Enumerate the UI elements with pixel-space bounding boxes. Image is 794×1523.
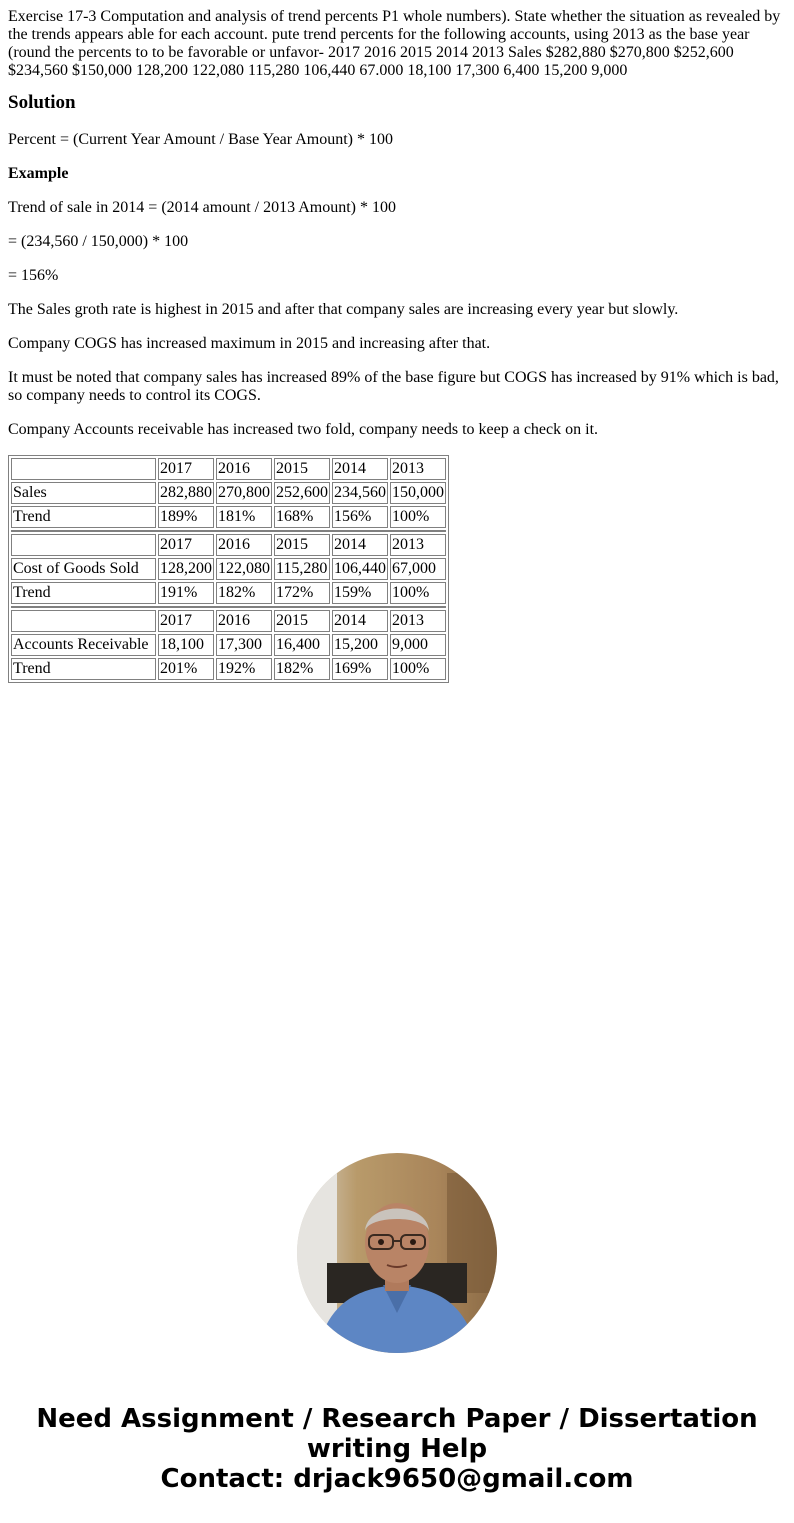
table-cell: 106,440 bbox=[332, 558, 388, 580]
table-cell: 181% bbox=[216, 506, 272, 528]
promo-line: Need Assignment / Research Paper / Dissertation bbox=[36, 1404, 758, 1434]
table-separator bbox=[11, 530, 446, 532]
table-header-row bbox=[11, 534, 446, 556]
table-cell: 17,300 bbox=[216, 634, 272, 656]
trend-table bbox=[8, 455, 449, 683]
table-cell: 122,080 bbox=[216, 558, 272, 580]
analysis-paragraph: Company Accounts receivable has increased two fold, company needs to keep a check on it. bbox=[8, 421, 599, 438]
analysis-paragraph: It must be noted that company sales has increased 89% of the base figure but COGS has increased by 91% which is bad, so company needs to control its COGS. bbox=[8, 369, 779, 404]
table-cell: 100% bbox=[390, 658, 446, 680]
table-cell-empty bbox=[11, 458, 156, 480]
table-cell: 270,800 bbox=[216, 482, 272, 504]
table-header-year: 2015 bbox=[274, 534, 330, 556]
table-header-year: 2017 bbox=[158, 534, 214, 556]
table-cell: 172% bbox=[274, 582, 330, 604]
table-cell: 156% bbox=[332, 506, 388, 528]
content bbox=[8, 8, 786, 683]
table-row bbox=[11, 582, 446, 604]
table-row bbox=[11, 558, 446, 580]
table-separator bbox=[11, 606, 446, 608]
table-cell: 16,400 bbox=[274, 634, 330, 656]
table-header-year: 2014 bbox=[332, 610, 388, 632]
table-header-year: 2013 bbox=[390, 610, 446, 632]
table-header-year: 2013 bbox=[390, 458, 446, 480]
table-header-year: 2016 bbox=[216, 458, 272, 480]
table-header-year: 2016 bbox=[216, 534, 272, 556]
account-label: Sales bbox=[11, 482, 156, 504]
table-cell-empty bbox=[11, 534, 156, 556]
table-cell: 168% bbox=[274, 506, 330, 528]
table-cell: 282,880 bbox=[158, 482, 214, 504]
table-cell: 9,000 bbox=[390, 634, 446, 656]
table-cell: 182% bbox=[216, 582, 272, 604]
analysis-paragraph: The Sales groth rate is highest in 2015 and after that company sales are increasing every year but slowly. bbox=[8, 301, 679, 318]
table-header-year: 2016 bbox=[216, 610, 272, 632]
table-header-year: 2013 bbox=[390, 534, 446, 556]
table-row bbox=[11, 658, 446, 680]
trend-label: Trend bbox=[11, 506, 156, 528]
table-cell: 192% bbox=[216, 658, 272, 680]
table-row bbox=[11, 482, 446, 504]
table-row bbox=[11, 634, 446, 656]
formula-text: Percent = (Current Year Amount / Base Year Amount) * 100 bbox=[8, 131, 393, 148]
solution-heading: Solution bbox=[8, 92, 76, 113]
table-row bbox=[11, 506, 446, 528]
table-header-row bbox=[11, 458, 446, 480]
separator-cell bbox=[11, 530, 446, 532]
table-cell: 169% bbox=[332, 658, 388, 680]
table-cell: 18,100 bbox=[158, 634, 214, 656]
table-header-row bbox=[11, 610, 446, 632]
promo-contact: Contact: drjack9650@gmail.com bbox=[160, 1464, 634, 1494]
example-line: = 156% bbox=[8, 267, 59, 284]
promo-line: writing Help bbox=[306, 1434, 488, 1464]
table-header-year: 2017 bbox=[158, 458, 214, 480]
table-cell: 100% bbox=[390, 506, 446, 528]
table-cell: 128,200 bbox=[158, 558, 214, 580]
author-photo bbox=[297, 1153, 497, 1353]
trend-label: Trend bbox=[11, 582, 156, 604]
table-cell: 159% bbox=[332, 582, 388, 604]
table-cell: 201% bbox=[158, 658, 214, 680]
question-text: Exercise 17-3 Computation and analysis of trend percents P1 whole numbers). State whether the situation as revealed by the trends appears able for each account. pute trend percents for the following accounts, using 2013 as the base year (round the percents to to be favorable or unfavor- 2017 2016 2015 2014 2013 Sales $282,880 $270,800 $252,600 $234,560 $150,000 128,200 122,080 115,280 106,440 67.000 18,100 17,300 6,400 15,200 9,000 bbox=[8, 8, 781, 79]
table-cell: 252,600 bbox=[274, 482, 330, 504]
table-header-year: 2017 bbox=[158, 610, 214, 632]
account-label: Cost of Goods Sold bbox=[11, 558, 156, 580]
table-cell: 115,280 bbox=[274, 558, 330, 580]
table-header-year: 2014 bbox=[332, 458, 388, 480]
table-cell: 15,200 bbox=[332, 634, 388, 656]
table-cell: 189% bbox=[158, 506, 214, 528]
table-cell: 100% bbox=[390, 582, 446, 604]
table-cell-empty bbox=[11, 610, 156, 632]
table-cell: 191% bbox=[158, 582, 214, 604]
table-header-year: 2015 bbox=[274, 458, 330, 480]
table-cell: 150,000 bbox=[390, 482, 446, 504]
author-photo-illustration bbox=[297, 1153, 497, 1353]
example-line: Trend of sale in 2014 = (2014 amount / 2013 Amount) * 100 bbox=[8, 199, 396, 216]
table-cell: 182% bbox=[274, 658, 330, 680]
table-header-year: 2015 bbox=[274, 610, 330, 632]
trend-label: Trend bbox=[11, 658, 156, 680]
account-label: Accounts Receivable bbox=[11, 634, 156, 656]
example-label: Example bbox=[8, 165, 69, 182]
table-header-year: 2014 bbox=[332, 534, 388, 556]
analysis-paragraph: Company COGS has increased maximum in 2015 and increasing after that. bbox=[8, 335, 491, 352]
table-cell: 234,560 bbox=[332, 482, 388, 504]
example-line: = (234,560 / 150,000) * 100 bbox=[8, 233, 189, 250]
table-cell: 67,000 bbox=[390, 558, 446, 580]
separator-cell bbox=[11, 606, 446, 608]
promo-banner bbox=[0, 1404, 794, 1494]
